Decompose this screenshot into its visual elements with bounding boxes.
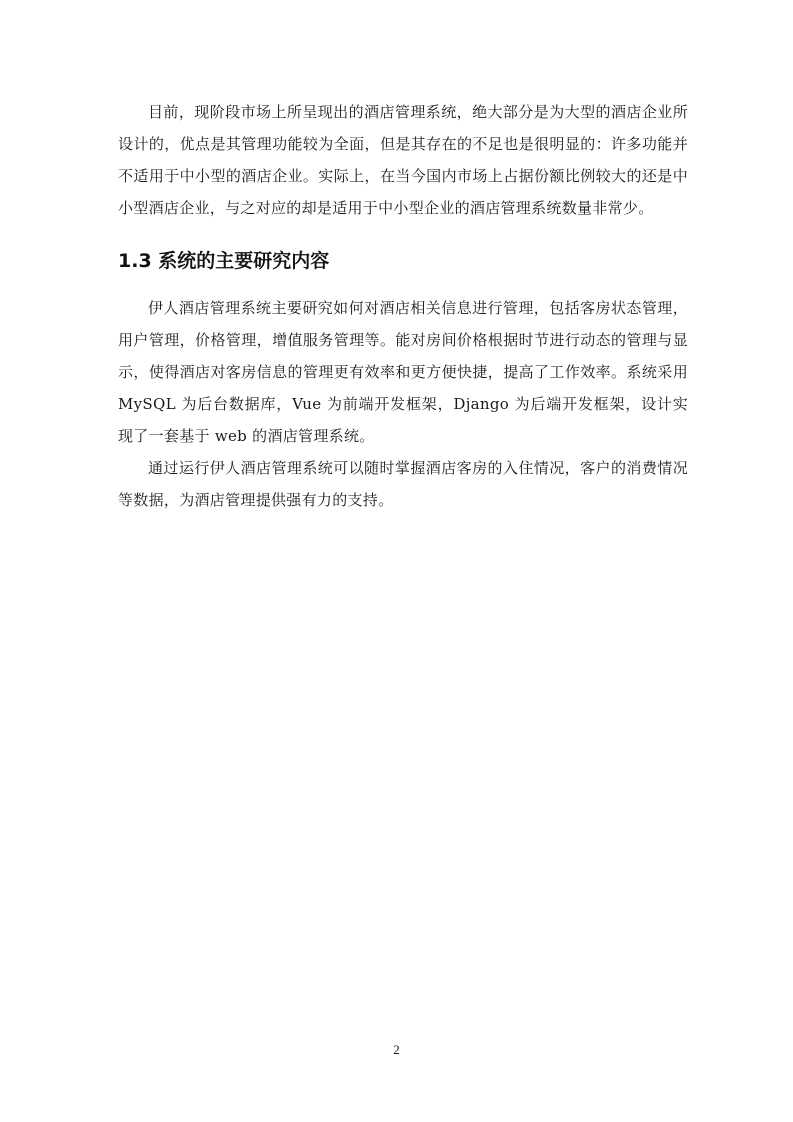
page-content — [118, 96, 688, 516]
section-paragraph-2: 通过运行伊人酒店管理系统可以随时掌握酒店客房的入住情况，客户的消费情况等数据，为酒店管理提供强有力的支持。 — [118, 459, 688, 509]
page-number: 2 — [393, 1042, 400, 1057]
intro-paragraph: 目前，现阶段市场上所呈现出的酒店管理系统，绝大部分是为大型的酒店企业所设计的，优点是其管理功能较为全面，但是其存在的不足也是很明显的：许多功能并不适用于中小型的酒店企业。实际上，在当今国内市场上占据份额比例较大的还是中小型酒店企业，与之对应的却是适用于中小型企业的酒店管理系统数量非常少。 — [118, 103, 688, 217]
section-heading: 1.3 系统的主要研究内容 — [118, 250, 330, 272]
section-paragraph-1: 伊人酒店管理系统主要研究如何对酒店相关信息进行管理，包括客房状态管理，用户管理，价格管理，增值服务管理等。能对房间价格根据时节进行动态的管理与显示，使得酒店对客房信息的管理更有效率和更方便快捷，提高了工作效率。系统采用 MySQL 为后台数据库，Vue 为前端开发框架，Django 为后端开发框架，设计实现了一套基于 web 的酒店管理系统。 — [118, 299, 688, 445]
